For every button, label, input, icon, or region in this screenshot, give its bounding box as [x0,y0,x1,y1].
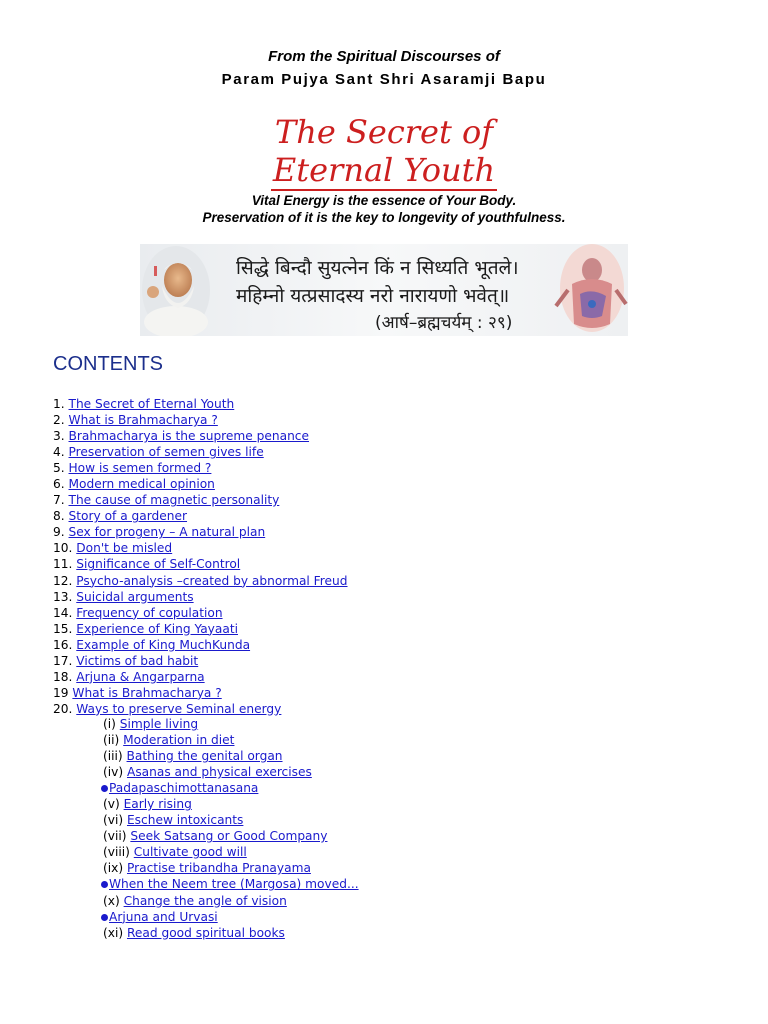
subtoc-numeral: (vii) [103,829,127,844]
subtoc-numeral: (xi) [103,925,124,940]
toc-item [53,492,348,508]
sanskrit-line1: सिद्धे बिन्दौ सुयत्नेन किं न सिध्यति भूतले। [236,257,519,279]
toc-number: 2. [53,413,65,428]
toc-number: 17. [53,653,73,668]
subtoc-item [103,764,359,780]
toc-link[interactable]: Victims of bad habit [76,653,199,668]
toc-item [53,556,348,572]
subtoc-link[interactable]: Moderation in diet [123,733,235,748]
subtoc-item [101,780,359,796]
toc-number: 1. [53,397,65,411]
subtoc-item [103,925,359,941]
page-title-line2: Eternal Youth [272,151,496,189]
toc-item [53,444,348,460]
subtoc-link[interactable]: Change the angle of vision [123,893,287,908]
subtoc-item [101,876,359,892]
toc-item [53,460,348,476]
subtoc-numeral: (iv) [103,765,124,780]
toc-number: 8. [53,509,65,524]
toc-link[interactable]: Preservation of semen gives life [68,445,264,460]
toc-item [53,605,348,621]
toc-link[interactable]: Modern medical opinion [68,477,215,492]
toc-number: 7. [53,493,65,508]
subtoc-item [103,748,359,764]
toc-number: 12. [53,573,73,588]
toc-number: 9. [53,525,65,540]
sanskrit-banner [140,244,628,336]
toc-item [53,540,348,556]
toc-item [53,589,348,605]
subtoc-item [103,860,359,876]
contents-heading: CONTENTS [53,353,163,375]
subtoc-link[interactable]: Seek Satsang or Good Company [130,829,328,844]
toc-link[interactable]: Story of a gardener [68,509,188,524]
tagline-line1: Vital Energy is the essence of Your Body. [251,193,517,208]
subtoc-link[interactable]: Asanas and physical exercises [126,765,312,780]
subtoc-link[interactable]: Cultivate good will [133,845,247,860]
subtoc-numeral: (i) [103,717,116,731]
toc-link[interactable]: The cause of magnetic personality [68,493,280,508]
table-of-contents [53,396,348,717]
subtoc-link[interactable]: Practise tribandha Pranayama [126,861,311,876]
subtoc-item [103,716,359,732]
subtoc-numeral: (ix) [103,861,124,876]
toc-number: 5. [53,461,65,476]
subtoc-link[interactable]: Read good spiritual books [126,925,285,940]
toc-link[interactable]: What is Brahmacharya ? [68,413,218,428]
toc-item [53,396,348,412]
toc-link[interactable]: Brahmacharya is the supreme penance [68,429,310,444]
toc-item [53,524,348,540]
toc-number: 10. [53,541,73,556]
toc-item [53,637,348,653]
toc-number: 20. [53,701,73,716]
toc-link[interactable]: Sex for progeny – A natural plan [68,525,266,540]
toc-link[interactable]: Example of King MuchKunda [76,637,251,652]
toc-link[interactable]: Experience of King Yayaati [76,621,238,636]
toc-link[interactable]: Psycho-analysis –created by abnormal Freud [76,573,348,588]
subtoc-link[interactable]: Arjuna and Urvasi [109,909,218,924]
subtoc-item [103,828,359,844]
subtoc-item [103,812,359,828]
toc-link[interactable]: The Secret of Eternal Youth [68,397,235,411]
bullet-icon [101,914,108,921]
toc-number: 3. [53,429,65,444]
toc-item [53,669,348,685]
toc-number: 16. [53,637,73,652]
subtoc-numeral: (iii) [103,749,123,764]
toc-number: 14. [53,605,73,620]
page-title-line1: The Secret of [274,113,494,151]
author-name: Param Pujya Sant Shri Asaramji Bapu [221,71,547,88]
subtoc-link[interactable]: Simple living [119,717,199,731]
subtoc-item [103,732,359,748]
subtoc-link[interactable]: Padapaschimottanasana [109,781,259,796]
subtoc-link[interactable]: Early rising [123,797,192,812]
toc-link[interactable]: Don't be misled [76,541,173,556]
bullet-icon [101,881,108,888]
toc-number: 15. [53,621,73,636]
sanskrit-source: (आर्ष–ब्रह्मचर्यम् : २९) [375,313,513,333]
toc-number: 18. [53,669,73,684]
toc-item [53,412,348,428]
bullet-icon [101,785,108,792]
subtoc-link[interactable]: Bathing the genital organ [126,749,283,764]
toc-item [53,621,348,637]
toc-item [53,573,348,589]
toc-item [53,476,348,492]
toc-number: 13. [53,589,73,604]
toc-link[interactable]: How is semen formed ? [68,461,212,476]
toc-link[interactable]: Frequency of copulation [76,605,223,620]
toc-link[interactable]: Significance of Self-Control [76,557,241,572]
subtoc-numeral: (viii) [103,845,130,860]
toc-item [53,653,348,669]
toc-number: 19 [53,685,69,700]
sanskrit-line2: महिम्नो यत्प्रसादस्य नरो नारायणो भवेत्॥ [236,285,510,307]
subtoc-item [103,893,359,909]
subtitle-from: From the Spiritual Discourses of [268,48,500,65]
subtoc-numeral: (vi) [103,813,124,828]
subtoc-numeral: (x) [103,893,120,908]
toc-link[interactable]: Arjuna & Angarparna [76,669,205,684]
subtoc-link[interactable]: Eschew intoxicants [126,813,244,828]
toc-number: 6. [53,477,65,492]
toc-link[interactable]: Ways to preserve Seminal energy [76,701,282,716]
subtoc-item [101,909,359,925]
subtoc-link[interactable]: When the Neem tree (Margosa) moved... [109,877,359,892]
subtoc-numeral: (ii) [103,733,120,748]
toc-link[interactable]: What is Brahmacharya ? [72,685,222,700]
toc-item [53,508,348,524]
toc-link[interactable]: Suicidal arguments [76,589,194,604]
toc-number: 11. [53,557,73,572]
subtoc-item [103,844,359,860]
toc-item [53,428,348,444]
subtoc-item [103,796,359,812]
sub-table-of-contents [103,716,359,941]
toc-item [53,685,348,701]
subtoc-numeral: (v) [103,797,120,812]
tagline-line2: Preservation of it is the key to longevity of youthfulness. [202,210,566,225]
toc-item [53,701,348,717]
toc-number: 4. [53,445,65,460]
saint-portrait [142,246,210,336]
